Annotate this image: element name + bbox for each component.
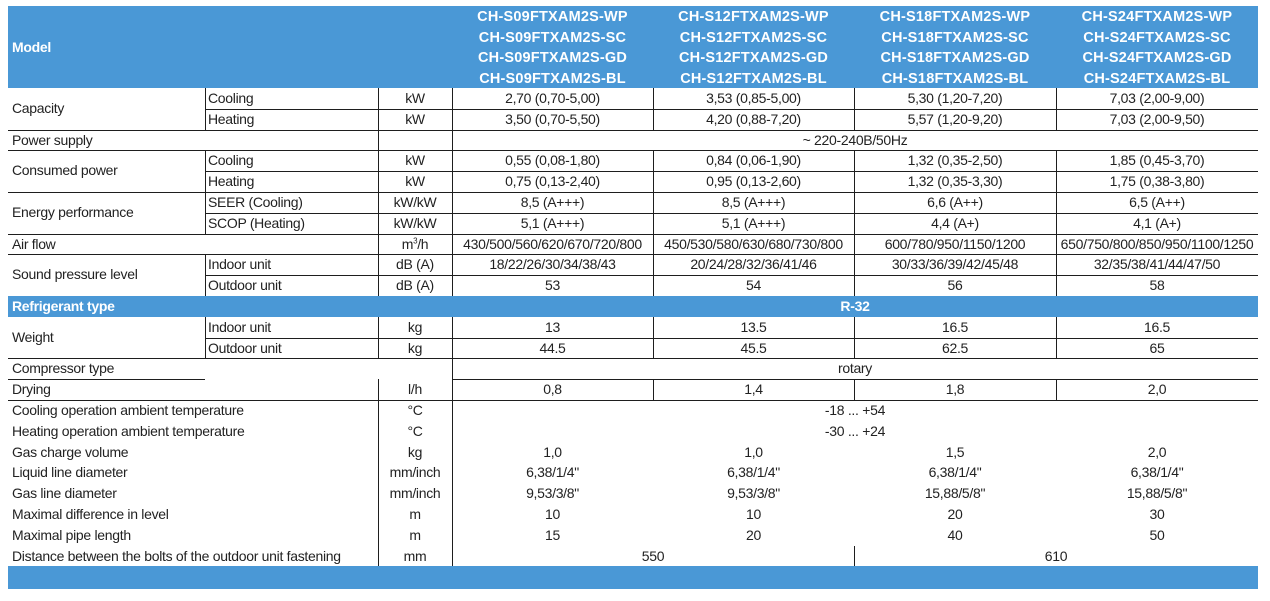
capacity-cooling-value: 7,03 (2,00-9,00) bbox=[1109, 90, 1205, 106]
consumed-cooling-value: 1,85 (0,45-3,70) bbox=[1109, 152, 1205, 169]
heating-ambient-value: -30 ... +24 bbox=[824, 422, 886, 439]
sound-indoor-value: 20/24/28/32/36/41/46 bbox=[690, 256, 817, 273]
sublabel: Heating bbox=[208, 173, 255, 190]
spec-table bbox=[8, 6, 1258, 589]
column-divider bbox=[378, 400, 379, 421]
weight-outdoor-value: 65 bbox=[1149, 339, 1165, 356]
column-divider bbox=[1056, 234, 1057, 255]
model-name: CH-S18FTXAM2S-BL bbox=[881, 70, 1029, 87]
max-level-value: 10 bbox=[746, 506, 761, 522]
column-divider bbox=[452, 442, 453, 463]
column-divider bbox=[378, 442, 379, 463]
column-divider bbox=[452, 504, 453, 525]
compressor-value: rotary bbox=[838, 360, 872, 377]
column-divider bbox=[854, 546, 855, 567]
sublabel: Cooling bbox=[208, 90, 254, 106]
scop-value: 5,1 (A+++) bbox=[721, 214, 786, 231]
unit-cell: kW bbox=[405, 110, 425, 127]
power-supply-label: Power supply bbox=[12, 131, 93, 148]
column-divider bbox=[653, 379, 654, 400]
model-name: CH-S12FTXAM2S-WP bbox=[678, 9, 829, 25]
column-divider bbox=[378, 130, 379, 151]
unit-cell: kW/kW bbox=[393, 214, 437, 231]
liquid-line-value: 6,38/1/4" bbox=[727, 464, 780, 481]
max-level-value: 20 bbox=[947, 506, 963, 522]
max-pipe-label: Maximal pipe length bbox=[12, 526, 131, 543]
gas-charge-label: Gas charge volume bbox=[12, 443, 129, 460]
model-name: CH-S09FTXAM2S-BL bbox=[479, 70, 626, 87]
model-name: CH-S09FTXAM2S-GD bbox=[477, 50, 628, 66]
column-divider bbox=[854, 234, 855, 255]
row-divider bbox=[205, 213, 1258, 214]
seer-value: 8,5 (A+++) bbox=[520, 194, 585, 210]
unit-cell: mm/inch bbox=[389, 485, 441, 502]
drying-label: Drying bbox=[12, 381, 51, 398]
unit-cell: kW bbox=[405, 152, 425, 169]
liquid-line-value: 6,38/1/4" bbox=[526, 464, 579, 481]
bolt-distance-label: Distance between the bolts of the outdoor unit fastening bbox=[12, 547, 341, 564]
column-divider bbox=[452, 546, 453, 567]
model-name: CH-S24FTXAM2S-WP bbox=[1081, 9, 1233, 25]
drying-value: 0,8 bbox=[543, 381, 562, 398]
unit-cell: kg bbox=[407, 339, 423, 356]
sublabel: Indoor unit bbox=[208, 256, 271, 273]
unit-cell: kW bbox=[405, 90, 425, 106]
power-supply-value: ~ 220-240В/50Hz bbox=[802, 131, 908, 148]
weight-outdoor-value: 44.5 bbox=[539, 339, 566, 356]
sublabel: SEER (Cooling) bbox=[208, 194, 303, 210]
column-divider bbox=[452, 462, 453, 483]
unit-cell: °C bbox=[407, 422, 423, 439]
air-flow-value: 600/780/950/1150/1200 bbox=[884, 235, 1026, 252]
consumed-heating-value: 0,95 (0,13-2,60) bbox=[706, 173, 801, 190]
unit-cell: dB (A) bbox=[396, 256, 434, 273]
sublabel: Cooling bbox=[208, 152, 254, 169]
column-divider bbox=[452, 358, 453, 379]
row-divider bbox=[205, 171, 1258, 172]
column-divider bbox=[378, 504, 379, 525]
capacity-label: Capacity bbox=[12, 100, 65, 116]
scop-value: 4,1 (A+) bbox=[1133, 214, 1181, 231]
bolt-distance-value: 610 bbox=[1044, 547, 1068, 564]
refrigerant-value: R-32 bbox=[840, 298, 870, 314]
consumed-cooling-value: 1,32 (0,35-2,50) bbox=[907, 152, 1003, 169]
column-divider bbox=[378, 379, 379, 400]
max-pipe-value: 15 bbox=[545, 526, 560, 543]
capacity-heating-value: 3,50 (0,70-5,50) bbox=[505, 110, 600, 127]
air-flow-value: 450/530/580/630/680/730/800 bbox=[664, 235, 843, 252]
unit-cell: kg bbox=[407, 318, 423, 335]
capacity-heating-value: 5,57 (1,20-9,20) bbox=[907, 110, 1003, 127]
seer-value: 8,5 (A+++) bbox=[721, 194, 786, 210]
weight-indoor-value: 13.5 bbox=[740, 318, 767, 335]
consumed-power-label: Consumed power bbox=[12, 162, 118, 179]
model-name: CH-S18FTXAM2S-GD bbox=[880, 50, 1030, 66]
model-name: CH-S12FTXAM2S-GD bbox=[678, 50, 829, 66]
model-name: CH-S12FTXAM2S-BL bbox=[680, 70, 827, 87]
column-divider bbox=[452, 400, 453, 421]
column-divider bbox=[452, 234, 453, 255]
air-flow-value: 650/750/800/850/950/1100/1250 bbox=[1060, 235, 1254, 252]
weight-indoor-value: 16.5 bbox=[941, 318, 969, 335]
gas-charge-value: 1,0 bbox=[744, 443, 763, 460]
column-divider bbox=[378, 234, 379, 255]
gas-line-value: 9,53/3/8" bbox=[526, 485, 579, 502]
seer-value: 6,6 (A++) bbox=[927, 194, 983, 210]
sound-outdoor-value: 53 bbox=[545, 277, 560, 294]
row-divider bbox=[205, 109, 1258, 110]
model-label: Model bbox=[12, 39, 51, 55]
column-divider bbox=[378, 421, 379, 442]
sound-outdoor-value: 56 bbox=[947, 277, 963, 294]
bolt-distance-value: 550 bbox=[641, 547, 665, 564]
sublabel: Indoor unit bbox=[208, 318, 271, 335]
cooling-ambient-value: -18 ... +54 bbox=[824, 402, 886, 418]
weight-outdoor-value: 45.5 bbox=[740, 339, 767, 356]
gas-line-value: 15,88/5/8" bbox=[924, 485, 986, 502]
max-level-value: 10 bbox=[545, 506, 560, 522]
column-divider bbox=[854, 379, 855, 400]
column-divider bbox=[452, 421, 453, 442]
row-divider bbox=[205, 275, 1258, 276]
column-divider bbox=[378, 525, 379, 546]
drying-value: 1,4 bbox=[744, 381, 763, 398]
unit-cell: l/h bbox=[408, 381, 422, 398]
sound-pressure-label: Sound pressure level bbox=[12, 266, 138, 283]
refrigerant-type-label: Refrigerant type bbox=[12, 298, 115, 314]
unit-text: m bbox=[401, 235, 414, 252]
unit-cell: m bbox=[409, 506, 421, 522]
gas-charge-value: 1,0 bbox=[543, 443, 562, 460]
sublabel: Outdoor unit bbox=[208, 339, 282, 356]
unit-cell: kW bbox=[405, 173, 425, 190]
unit-cell bbox=[378, 234, 452, 255]
column-divider bbox=[378, 546, 379, 567]
drying-value: 1,8 bbox=[945, 381, 965, 398]
capacity-cooling-value: 5,30 (1,20-7,20) bbox=[907, 90, 1003, 106]
weight-indoor-value: 16.5 bbox=[1143, 318, 1171, 335]
consumed-cooling-value: 0,84 (0,06-1,90) bbox=[706, 152, 801, 169]
row-divider bbox=[205, 338, 1258, 339]
max-level-label: Maximal difference in level bbox=[12, 506, 169, 522]
air-flow-label: Air flow bbox=[12, 235, 56, 252]
drying-value: 2,0 bbox=[1147, 381, 1167, 398]
max-pipe-value: 20 bbox=[746, 526, 761, 543]
unit-cell: mm/inch bbox=[389, 464, 441, 481]
seer-value: 6,5 (A++) bbox=[1129, 194, 1185, 210]
column-divider bbox=[1056, 379, 1057, 400]
weight-label: Weight bbox=[12, 328, 54, 345]
consumed-heating-value: 0,75 (0,13-2,40) bbox=[505, 173, 600, 190]
weight-indoor-value: 13 bbox=[545, 318, 560, 335]
column-divider bbox=[378, 483, 379, 504]
unit-text: /h bbox=[417, 235, 429, 252]
liquid-line-value: 6,38/1/4" bbox=[1130, 464, 1184, 481]
capacity-cooling-value: 2,70 (0,70-5,00) bbox=[505, 90, 600, 106]
column-divider bbox=[653, 234, 654, 255]
consumed-heating-value: 1,75 (0,38-3,80) bbox=[1109, 173, 1205, 190]
max-level-value: 30 bbox=[1149, 506, 1165, 522]
unit-cell: mm bbox=[403, 547, 427, 564]
weight-outdoor-value: 62.5 bbox=[941, 339, 969, 356]
sound-indoor-value: 30/33/36/39/42/45/48 bbox=[891, 256, 1019, 273]
gas-charge-value: 1,5 bbox=[945, 443, 965, 460]
column-divider bbox=[452, 483, 453, 504]
liquid-line-label: Liquid line diameter bbox=[12, 464, 128, 481]
model-name: CH-S18FTXAM2S-SC bbox=[881, 29, 1029, 46]
column-divider bbox=[452, 130, 453, 151]
model-name: CH-S09FTXAM2S-WP bbox=[477, 9, 628, 25]
column-divider bbox=[378, 462, 379, 483]
unit-cell: m bbox=[409, 526, 421, 543]
footer-band bbox=[8, 566, 1258, 589]
sublabel: Outdoor unit bbox=[208, 277, 282, 294]
gas-line-label: Gas line diameter bbox=[12, 485, 117, 502]
sound-outdoor-value: 58 bbox=[1149, 277, 1165, 294]
sound-outdoor-value: 54 bbox=[746, 277, 761, 294]
unit-cell: kW/kW bbox=[393, 194, 437, 210]
heating-ambient-label: Heating operation ambient temperature bbox=[12, 422, 245, 439]
unit-cell: kg bbox=[407, 443, 423, 460]
scop-value: 4,4 (A+) bbox=[931, 214, 979, 231]
liquid-line-value: 6,38/1/4" bbox=[928, 464, 982, 481]
cooling-ambient-label: Cooling operation ambient temperature bbox=[12, 402, 244, 418]
sublabel: Heating bbox=[208, 110, 255, 127]
gas-line-value: 9,53/3/8" bbox=[727, 485, 780, 502]
unit-cell: dB (A) bbox=[396, 277, 434, 294]
column-divider bbox=[452, 525, 453, 546]
unit-cell: °C bbox=[407, 402, 423, 418]
capacity-heating-value: 7,03 (2,00-9,50) bbox=[1109, 110, 1205, 127]
model-name: CH-S09FTXAM2S-SC bbox=[478, 29, 627, 46]
sound-indoor-value: 32/35/38/41/44/47/50 bbox=[1093, 256, 1221, 273]
max-pipe-value: 40 bbox=[947, 526, 963, 543]
column-divider bbox=[452, 379, 453, 400]
sublabel: SCOP (Heating) bbox=[208, 214, 305, 231]
scop-value: 5,1 (A+++) bbox=[520, 214, 585, 231]
consumed-heating-value: 1,32 (0,35-3,30) bbox=[907, 173, 1003, 190]
capacity-heating-value: 4,20 (0,88-7,20) bbox=[706, 110, 801, 127]
sound-indoor-value: 18/22/26/30/34/38/43 bbox=[489, 256, 616, 273]
model-name: CH-S12FTXAM2S-SC bbox=[679, 29, 828, 46]
gas-line-value: 15,88/5/8" bbox=[1126, 485, 1188, 502]
capacity-cooling-value: 3,53 (0,85-5,00) bbox=[706, 90, 801, 106]
unit-superscript: 3 bbox=[413, 235, 418, 245]
consumed-cooling-value: 0,55 (0,08-1,80) bbox=[505, 152, 600, 169]
model-name: CH-S18FTXAM2S-WP bbox=[879, 9, 1031, 25]
air-flow-value: 430/500/560/620/670/720/800 bbox=[463, 235, 642, 252]
model-name: CH-S24FTXAM2S-GD bbox=[1082, 50, 1232, 66]
max-pipe-value: 50 bbox=[1149, 526, 1165, 543]
model-name: CH-S24FTXAM2S-BL bbox=[1083, 70, 1231, 87]
model-name: CH-S24FTXAM2S-SC bbox=[1083, 29, 1231, 46]
energy-performance-label: Energy performance bbox=[12, 204, 134, 220]
compressor-type-label: Compressor type bbox=[12, 360, 115, 377]
gas-charge-value: 2,0 bbox=[1147, 443, 1167, 460]
